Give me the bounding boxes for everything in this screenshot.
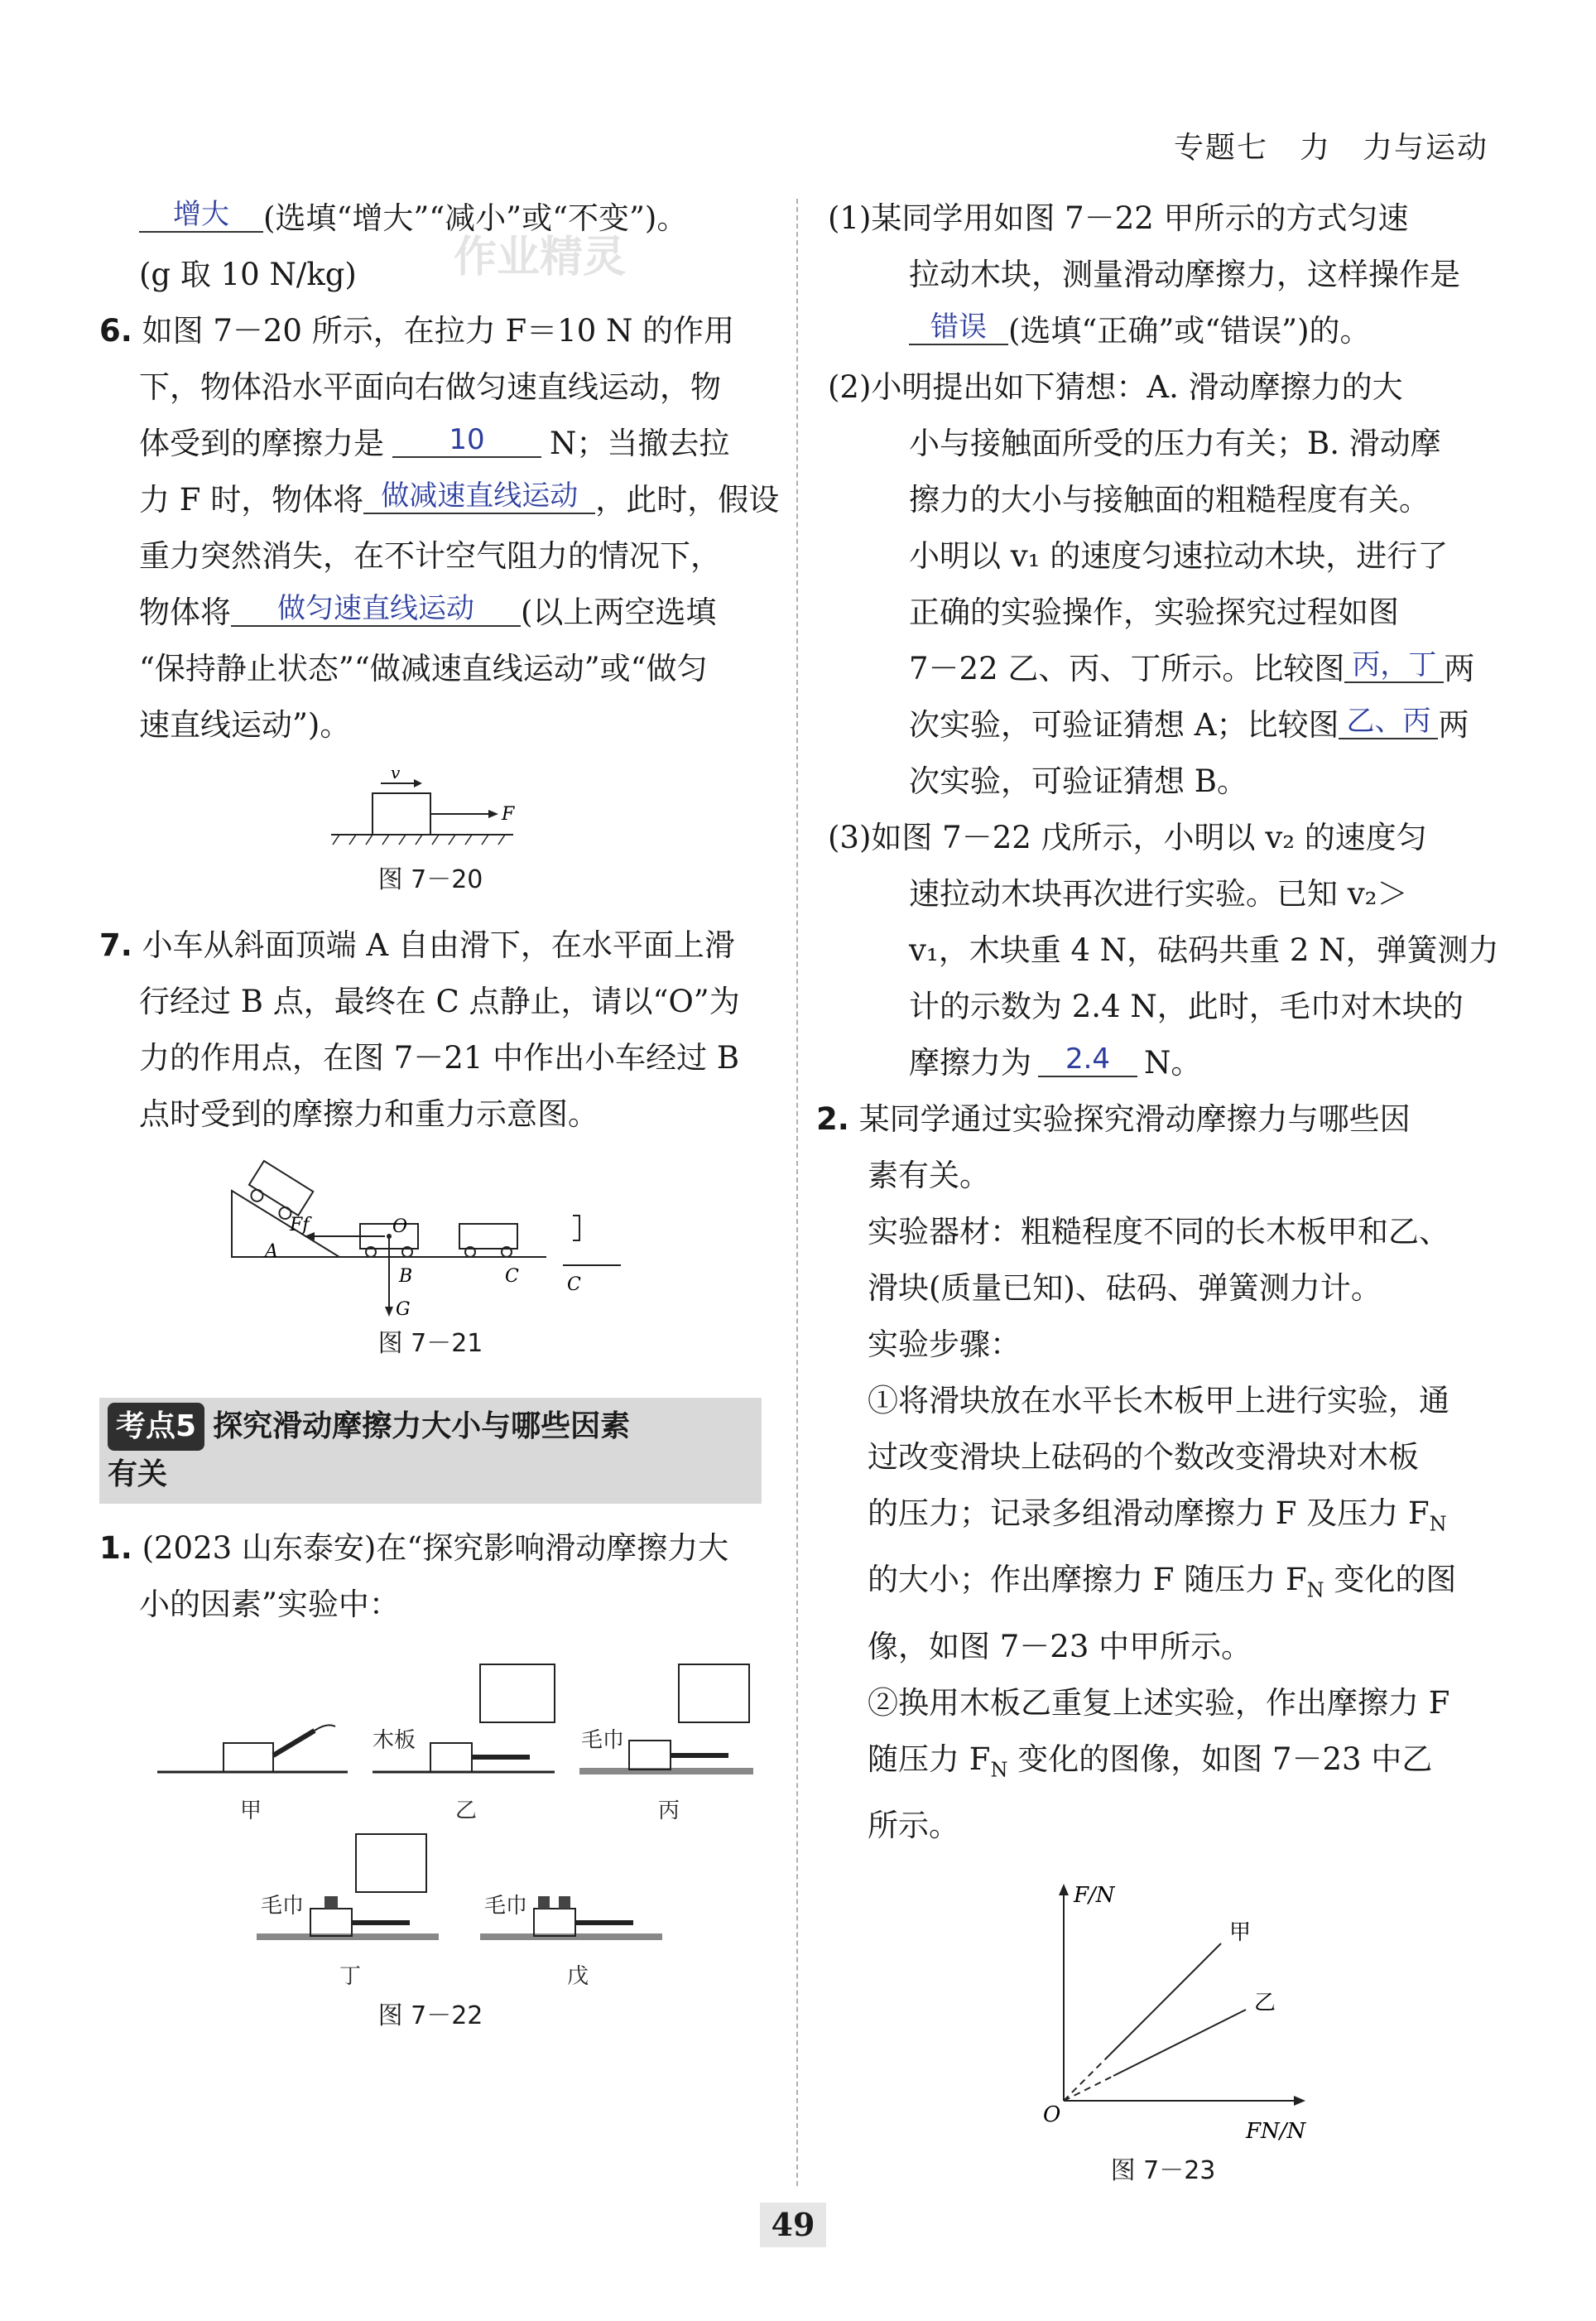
q7-line4: 点时受到的摩擦力和重力示意图。 [139,1096,598,1132]
q6-line1 [99,303,762,359]
p1-line3 [828,303,1498,359]
text: 次实验，可验证猜想 A；比较图 [909,707,1339,743]
caption: 图 7－22 [377,2001,483,2030]
q2-line7: 过改变滑块上砝码的个数改变滑块对木板 [868,1439,1419,1475]
label-ding: 丁 [339,1964,362,1989]
question-number: 2. [816,1101,849,1137]
label-wu: 戊 [567,1964,589,1989]
label-C: C [505,1266,519,1287]
text: 变化的图 [1324,1562,1457,1598]
answer-blank[interactable]: 乙、丙 [1339,705,1438,739]
label-maojin3: 毛巾 [484,1894,528,1919]
text: N；当撤去拉 [550,426,730,461]
text: 两 [1438,707,1469,743]
q5-tail-line1 [99,190,762,247]
text: (以上两空选填 [521,595,717,630]
label-bing: 丙 [658,1799,680,1823]
right-column [816,190,1499,2192]
p2-line2: 小与接触面所受的压力有关；B. 滑动摩 [909,426,1441,461]
section-title: 探究滑动摩擦力大小与哪些因素 [213,1409,631,1443]
label-B: B [399,1266,413,1287]
text: (2023 山东泰安)在“探究影响滑动摩擦力大 [142,1530,729,1566]
watermark: 作业精灵 [454,233,627,282]
q7-line2: 行经过 B 点，最终在 C 点静止，请以“O”为 [139,984,740,1019]
q6-line2: 下，物体沿水平面向右做匀速直线运动，物 [139,369,721,405]
section-header [99,1398,762,1504]
question-number: 7. [99,927,132,963]
label-C2: C [567,1274,581,1295]
q2-line9 [828,1552,1498,1618]
p2-line1: (2)小明提出如下猜想：A. 滑动摩擦力的大 [828,369,1403,405]
subscript: N [1429,1512,1447,1536]
q2-line1 [816,1091,1498,1148]
page-number: 49 [760,2203,826,2247]
q6-line7: “保持静止状态”“做减速直线运动”或“做匀 [139,651,708,686]
p3-line2: 速拉动木块再次进行实验。已知 v₂＞ [909,876,1408,912]
s1-line1 [99,1520,762,1577]
answer-blank[interactable]: 10 [392,423,541,458]
q2-line12 [828,1731,1498,1798]
line-label-jia: 甲 [1229,1920,1252,1946]
label-O: O [392,1216,408,1237]
label-maojin1: 毛巾 [581,1728,625,1753]
answer-blank[interactable]: 错误 [909,311,1008,345]
text: 如图 7－20 所示，在拉力 F＝10 N 的作用 [142,313,735,349]
answer-blank[interactable]: 丙，丁 [1344,648,1444,683]
p3-line1: (3)如图 7－22 戊所示，小明以 v₂ 的速度匀 [828,820,1427,855]
p2-line8: 次实验，可验证猜想 B。 [909,763,1247,799]
text: 小车从斜面顶端 A 自由滑下，在水平面上滑 [142,927,735,963]
q2-line2: 素有关。 [868,1158,990,1193]
text: ，此时，假设 [595,482,780,518]
label-muban: 木板 [373,1728,416,1753]
label-G: G [396,1299,411,1320]
p1-line2: 拉动木块，测量滑动摩擦力，这样操作是 [909,257,1460,292]
figure-7-23 [997,1869,1329,2150]
q2-line11: ②换用木板乙重复上述实验，作出摩擦力 F [868,1684,1450,1721]
label-v: v [391,768,401,782]
q7-line1 [99,917,762,974]
text: 物体将 [139,595,231,630]
p2-line6 [828,641,1498,697]
text: 摩擦力为 [909,1045,1031,1081]
y-axis-label: F/N [1074,1883,1115,1909]
q6-line6 [99,585,762,641]
subscript: N [990,1758,1008,1782]
figure-7-22 [108,1648,753,1996]
q2-line5: 实验步骤： [868,1327,1021,1362]
caption: 图 7－23 [1110,2156,1216,2186]
x-axis-label: FN/N [1246,2119,1306,2145]
origin-label: O [1043,2102,1061,2128]
label-maojin2: 毛巾 [261,1894,305,1919]
q2-line4: 滑块(质量已知)、砝码、弹簧测力计。 [868,1270,1382,1306]
section-tag: 考点5 [108,1403,204,1451]
left-column [99,190,780,2037]
p2-line7 [828,697,1498,754]
label-A: A [265,1241,278,1262]
p3-line3: v₁，木块重 4 N，砝码共重 2 N，弹簧测力 [909,932,1499,968]
label-Ff: Ff [290,1215,310,1235]
column-divider [796,199,798,2186]
caption: 图 7－21 [377,1329,483,1358]
p3-line4: 计的示数为 2.4 N，此时，毛巾对木块的 [909,989,1464,1024]
q6-line5: 重力突然消失，在不计空气阻力的情况下， [139,538,721,574]
section-title-cont: 有关 [108,1457,168,1491]
text: 7－22 乙、丙、丁所示。比较图 [909,651,1345,686]
label-F: F [502,804,515,825]
q6-line8: 速直线运动”)。 [139,707,351,743]
text: (选填“正确”或“错误”)的。 [1008,313,1371,349]
q2-line10: 像，如图 7－23 中甲所示。 [868,1628,1252,1664]
text: 的压力；记录多组滑动摩擦力 F 及压力 F [868,1495,1430,1531]
answer-blank[interactable]: 增大 [139,198,263,233]
question-number: 1. [99,1530,132,1566]
answer-blank[interactable]: 2.4 [1038,1043,1137,1077]
answer-blank[interactable]: 做匀速直线运动 [231,592,521,627]
text: N。 [1144,1045,1202,1081]
line-label-yi: 乙 [1254,1991,1276,2016]
s1-line2: 小的因素”实验中： [139,1587,400,1622]
figure-7-21 [215,1158,646,1323]
p2-line5: 正确的实验操作，实验探究过程如图 [909,595,1399,630]
p1-line1: (1)某同学用如图 7－22 甲所示的方式匀速 [828,200,1409,236]
q2-line6: ①将滑块放在水平长木板甲上进行实验，通 [868,1383,1449,1418]
text: 体受到的摩擦力是 [139,426,384,461]
text: 变化的图像，如图 7－23 中乙 [1007,1741,1433,1777]
question-number: 6. [99,313,132,349]
p2-line3: 擦力的大小与接触面的粗糙程度有关。 [909,482,1430,518]
caption: 图 7－20 [377,865,483,894]
q2-line8 [828,1486,1498,1552]
q6-line4 [99,472,780,528]
p3-line5 [828,1035,1498,1091]
answer-blank[interactable]: 做减速直线运动 [363,479,595,514]
text: 两 [1444,651,1475,686]
p2-line4: 小明以 v₁ 的速度匀速拉动木块，进行了 [909,538,1449,574]
q5-tail-line2: (g 取 10 N/kg) [139,257,357,292]
text: (选填“增大”“减小”或“不变”)。 [263,200,688,236]
q7-line3: 力的作用点，在图 7－21 中作出小车经过 B [139,1040,740,1076]
text: 某同学通过实验探究滑动摩擦力与哪些因 [858,1101,1411,1137]
label-jia: 甲 [240,1799,262,1823]
label-yi: 乙 [455,1799,478,1823]
q2-line13: 所示。 [868,1808,959,1844]
q6-line3 [99,416,762,472]
page-header: 专题七 力 力与运动 [1173,131,1488,165]
text: 随压力 F [868,1741,991,1777]
text: 力 F 时，物体将 [139,482,364,518]
q2-line3: 实验器材：粗糙程度不同的长木板甲和乙、 [868,1214,1449,1250]
text: 的大小；作出摩擦力 F 随压力 F [868,1562,1307,1598]
subscript: N [1306,1578,1324,1602]
figure-7-20 [323,768,538,860]
